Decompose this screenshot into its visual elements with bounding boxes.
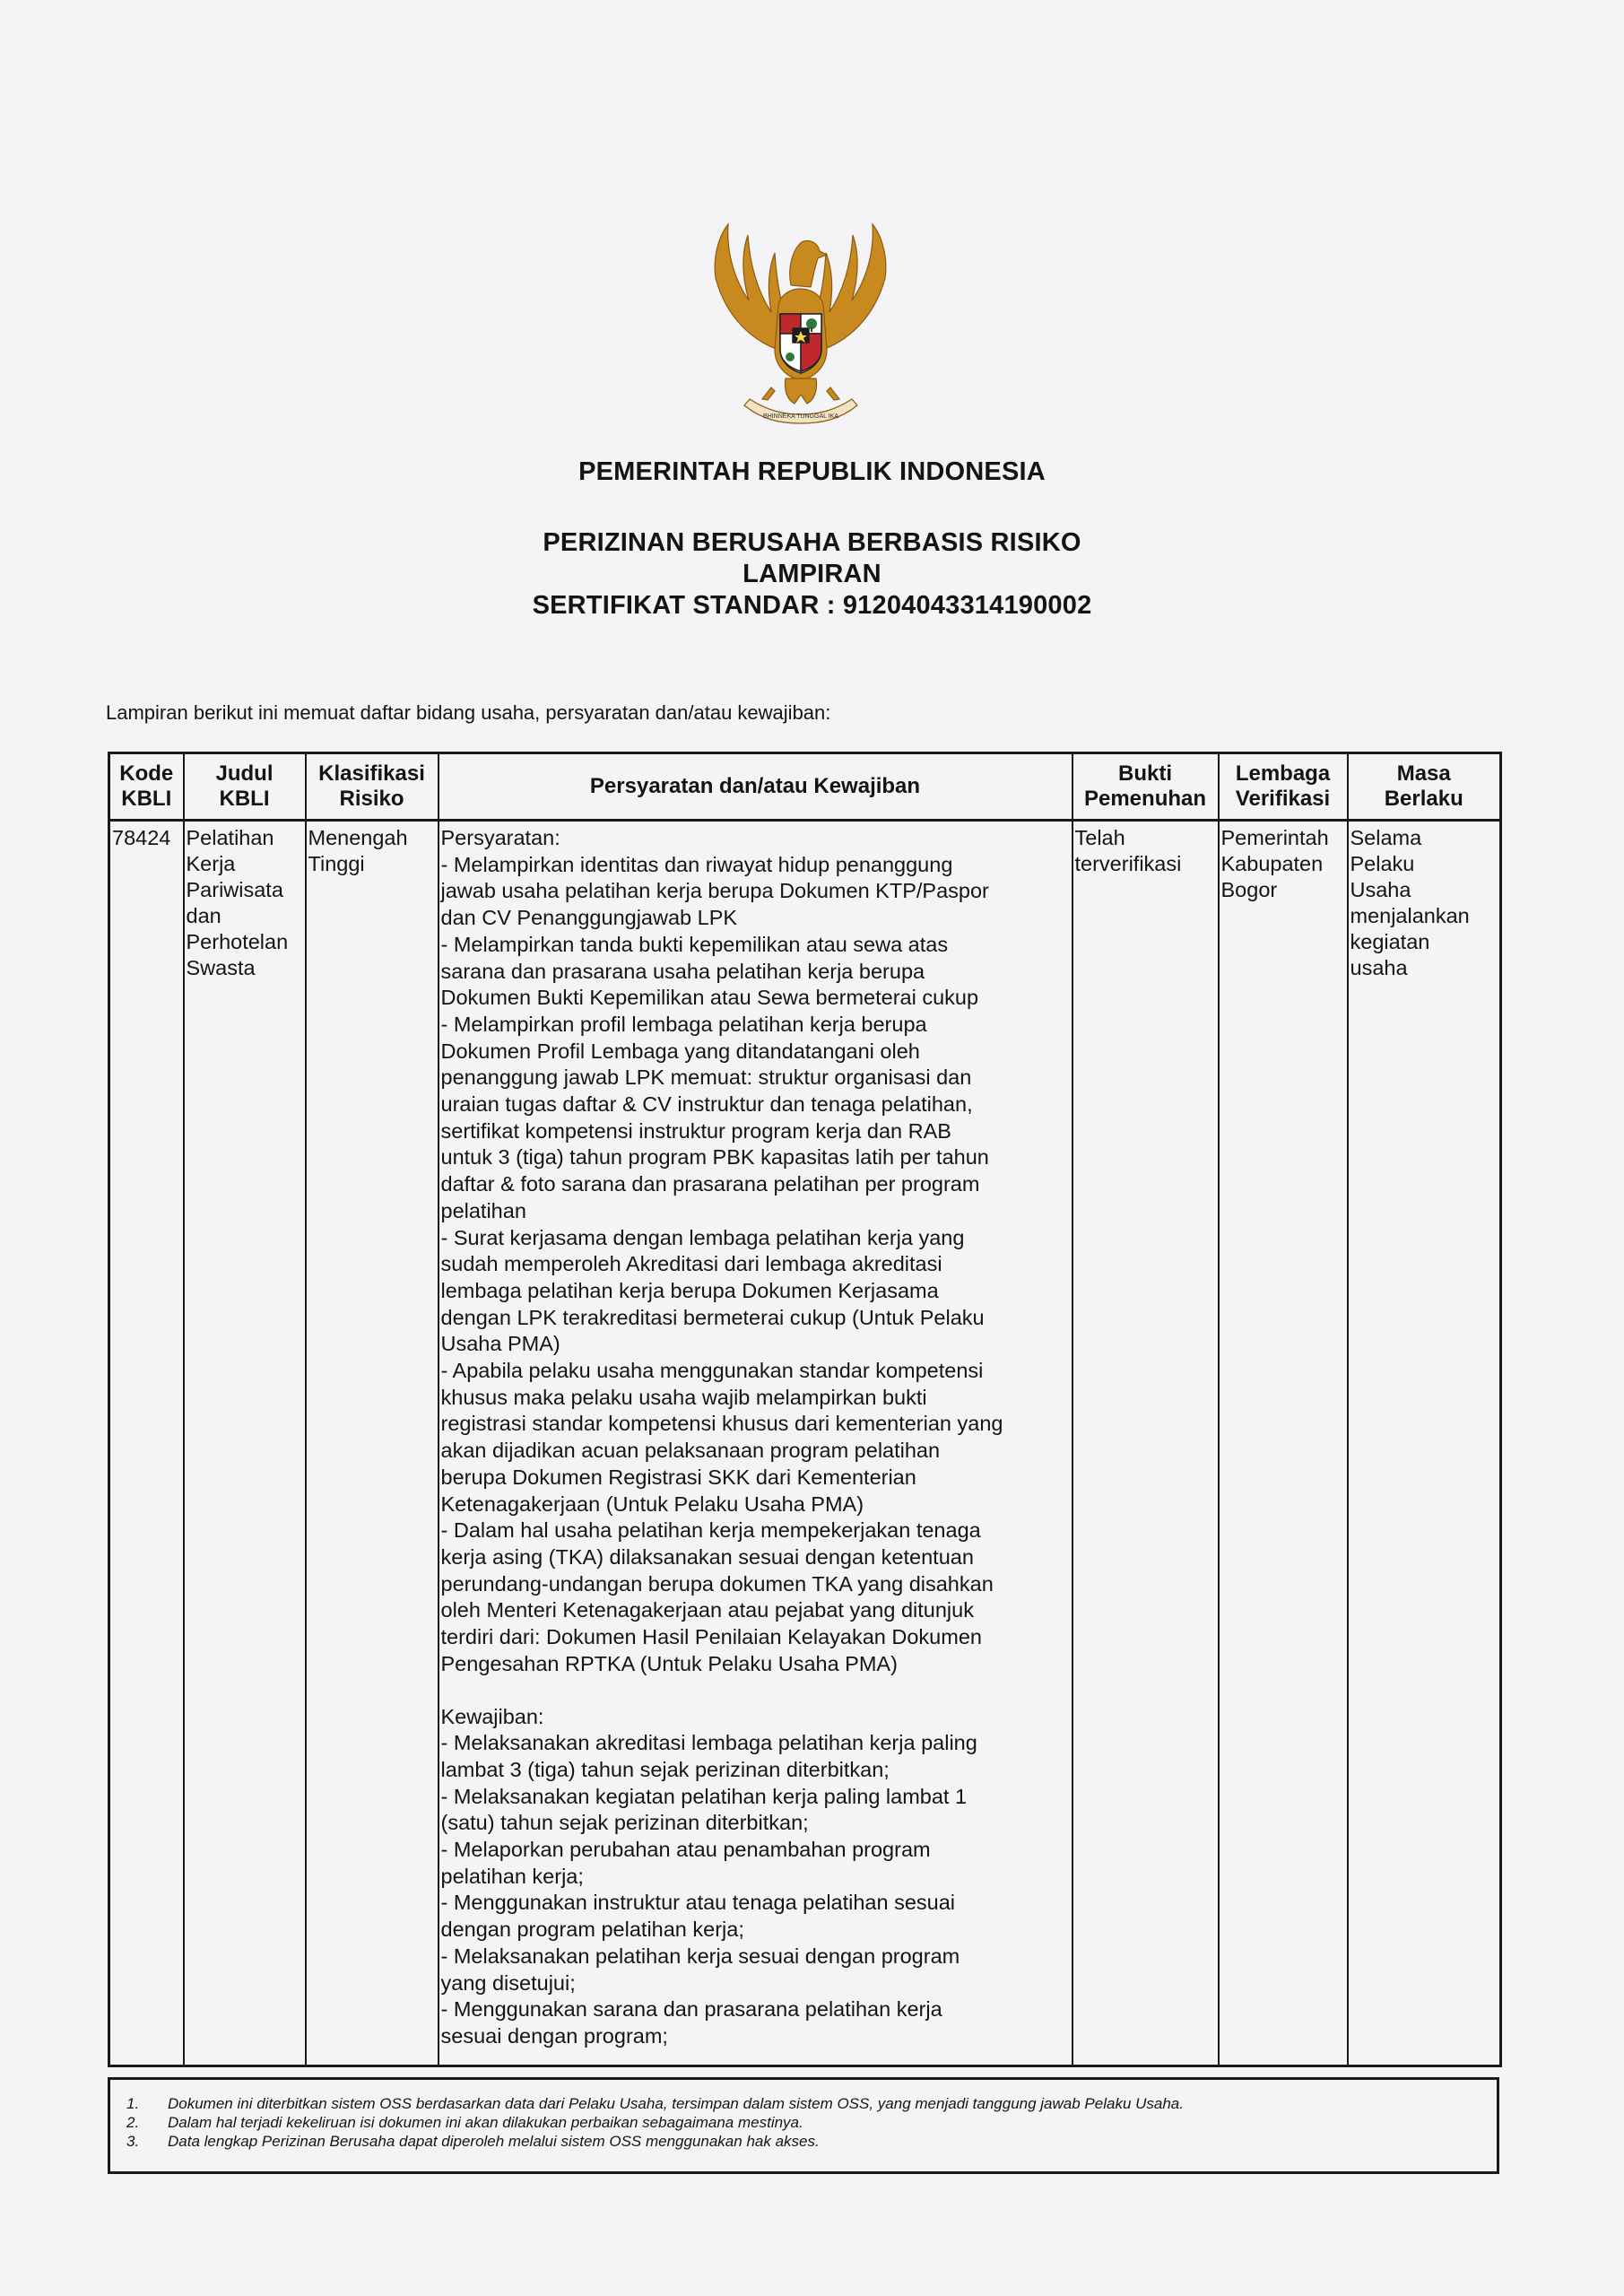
emblem-motto: BHINNEKA TUNGGAL IKA	[762, 413, 839, 420]
cell-masa-berlaku: Selama Pelaku Usaha menjalankan kegiatan usaha	[1348, 821, 1501, 2066]
note-number: 3.	[126, 2133, 140, 2150]
intro-text: Lampiran berikut ini memuat daftar bidang usaha, persyaratan dan/atau kewajiban:	[106, 701, 831, 724]
note-item	[126, 2094, 1497, 2113]
cell-judul-kbli: Pelatihan Kerja Pariwisata dan Perhotelan Swasta	[184, 821, 306, 2066]
kewajiban-text: Kewajiban: - Melaksanakan akreditasi lembaga pelatihan kerja paling lambat 3 (tiga) tahun sejak perizinan diterbitkan; - Melaksanakan kegiatan pelatihan kerja paling lambat 1 (satu) tahun sejak perizinan diterbitkan; - Melaporkan perubahan atau penambahan program pelatihan kerja; - Menggunakan instruktur atau tenaga pelatihan sesuai dengan program pelatihan kerja; - Melaksanakan pelatihan kerja sesuai dengan program yang disetujui; - Menggunakan sarana dan prasarana pelatihan kerja sesuai dengan program;	[440, 1704, 977, 2048]
note-text: Dalam hal terjadi kekeliruan isi dokumen ini akan dilakukan perbaikan sebagaimana mestinya.	[168, 2114, 803, 2131]
header-lembaga-verifikasi: Lembaga Verifikasi	[1219, 753, 1348, 821]
header-klasifikasi-risiko: Klasifikasi Risiko	[306, 753, 439, 821]
note-item	[126, 2132, 1497, 2151]
cell-lembaga-verifikasi: Pemerintah Kabupaten Bogor	[1219, 821, 1348, 2066]
persyaratan-text: Persyaratan: - Melampirkan identitas dan riwayat hidup penanggung jawab usaha pelatihan kerja berupa Dokumen KTP/Paspor dan CV Penanggungjawab LPK - Melampirkan tanda bukti kepemilikan atau sewa atas sarana dan prasarana usaha pelatihan kerja berupa Dokumen Bukti Kepemilikan atau Sewa bermeterai cukup - Melampirkan profil lembaga pelatihan kerja berupa Dokumen Profil Lembaga yang ditandatangani oleh penanggung jawab LPK memuat: struktur organisasi dan uraian tugas daftar & CV instruktur dan tenaga pelatihan, sertifikat kompetensi instruktur program kerja dan RAB untuk 3 (tiga) tahun program PBK kapasitas latih per tahun daftar & foto sarana dan prasarana pelatihan per program pelatihan - Surat kerjasama dengan lembaga pelatihan kerja yang sudah memperoleh Akreditasi dari lembaga akreditasi lembaga pelatihan kerja berupa Dokumen Kerjasama dengan LPK terakreditasi bermeterai cukup (Untuk Pelaku Usaha PMA) - Apabila pelaku usaha menggunakan standar kompetensi khusus maka pelaku usaha wajib melampirkan bukti registrasi standar kompetensi khusus dari kementerian yang akan dijadikan acuan pelaksanaan program pelatihan berupa Dokumen Registrasi SKK dari Kementerian Ketenagakerjaan (Untuk Pelaku Usaha PMA) - Dalam hal usaha pelatihan kerja mempekerjakan tenaga kerja asing (TKA) dilaksanakan sesuai dengan ketentuan perundang-undangan berupa dokumen TKA yang disahkan oleh Menteri Ketenagakerjaan atau pejabat yang ditunjuk terdiri dari: Dokumen Hasil Penilaian Kelayakan Dokumen Pengesahan RPTKA (Untuk Pelaku Usaha PMA)	[440, 826, 1003, 1675]
note-number: 2.	[126, 2114, 140, 2131]
header-masa-berlaku: Masa Berlaku	[1348, 753, 1501, 821]
cell-kode-kbli: 78424	[109, 821, 184, 2066]
title-line-2: LAMPIRAN	[743, 560, 881, 588]
certificate-number: SERTIFIKAT STANDAR : 91204043314190002	[532, 591, 1092, 620]
table-header-row	[109, 753, 1501, 821]
header-judul-kbli: Judul KBLI	[184, 753, 306, 821]
cell-bukti-pemenuhan: Telah terverifikasi	[1073, 821, 1219, 2066]
note-number: 1.	[126, 2095, 140, 2112]
footer-notes	[108, 2077, 1499, 2174]
table-row	[109, 821, 1501, 2066]
cell-klasifikasi-risiko: Menengah Tinggi	[306, 821, 439, 2066]
garuda-emblem-icon	[708, 215, 892, 426]
note-item	[126, 2113, 1497, 2132]
header-kode-kbli: Kode KBLI	[109, 753, 184, 821]
government-title: PEMERINTAH REPUBLIK INDONESIA	[578, 457, 1046, 486]
title-line-1: PERIZINAN BERUSAHA BERBASIS RISIKO	[543, 528, 1081, 557]
header-persyaratan: Persyaratan dan/atau Kewajiban	[439, 753, 1073, 821]
header-bukti-pemenuhan: Bukti Pemenuhan	[1073, 753, 1219, 821]
note-text: Data lengkap Perizinan Berusaha dapat diperoleh melalui sistem OSS menggunakan hak akses.	[168, 2133, 820, 2150]
document-title	[0, 527, 1624, 622]
requirements-table	[108, 752, 1502, 2067]
note-text: Dokumen ini diterbitkan sistem OSS berdasarkan data dari Pelaku Usaha, tersimpan dalam sistem OSS, yang menjadi tanggung jawab Pelaku Usaha.	[168, 2095, 1184, 2112]
cell-persyaratan-kewajiban	[439, 821, 1073, 2066]
